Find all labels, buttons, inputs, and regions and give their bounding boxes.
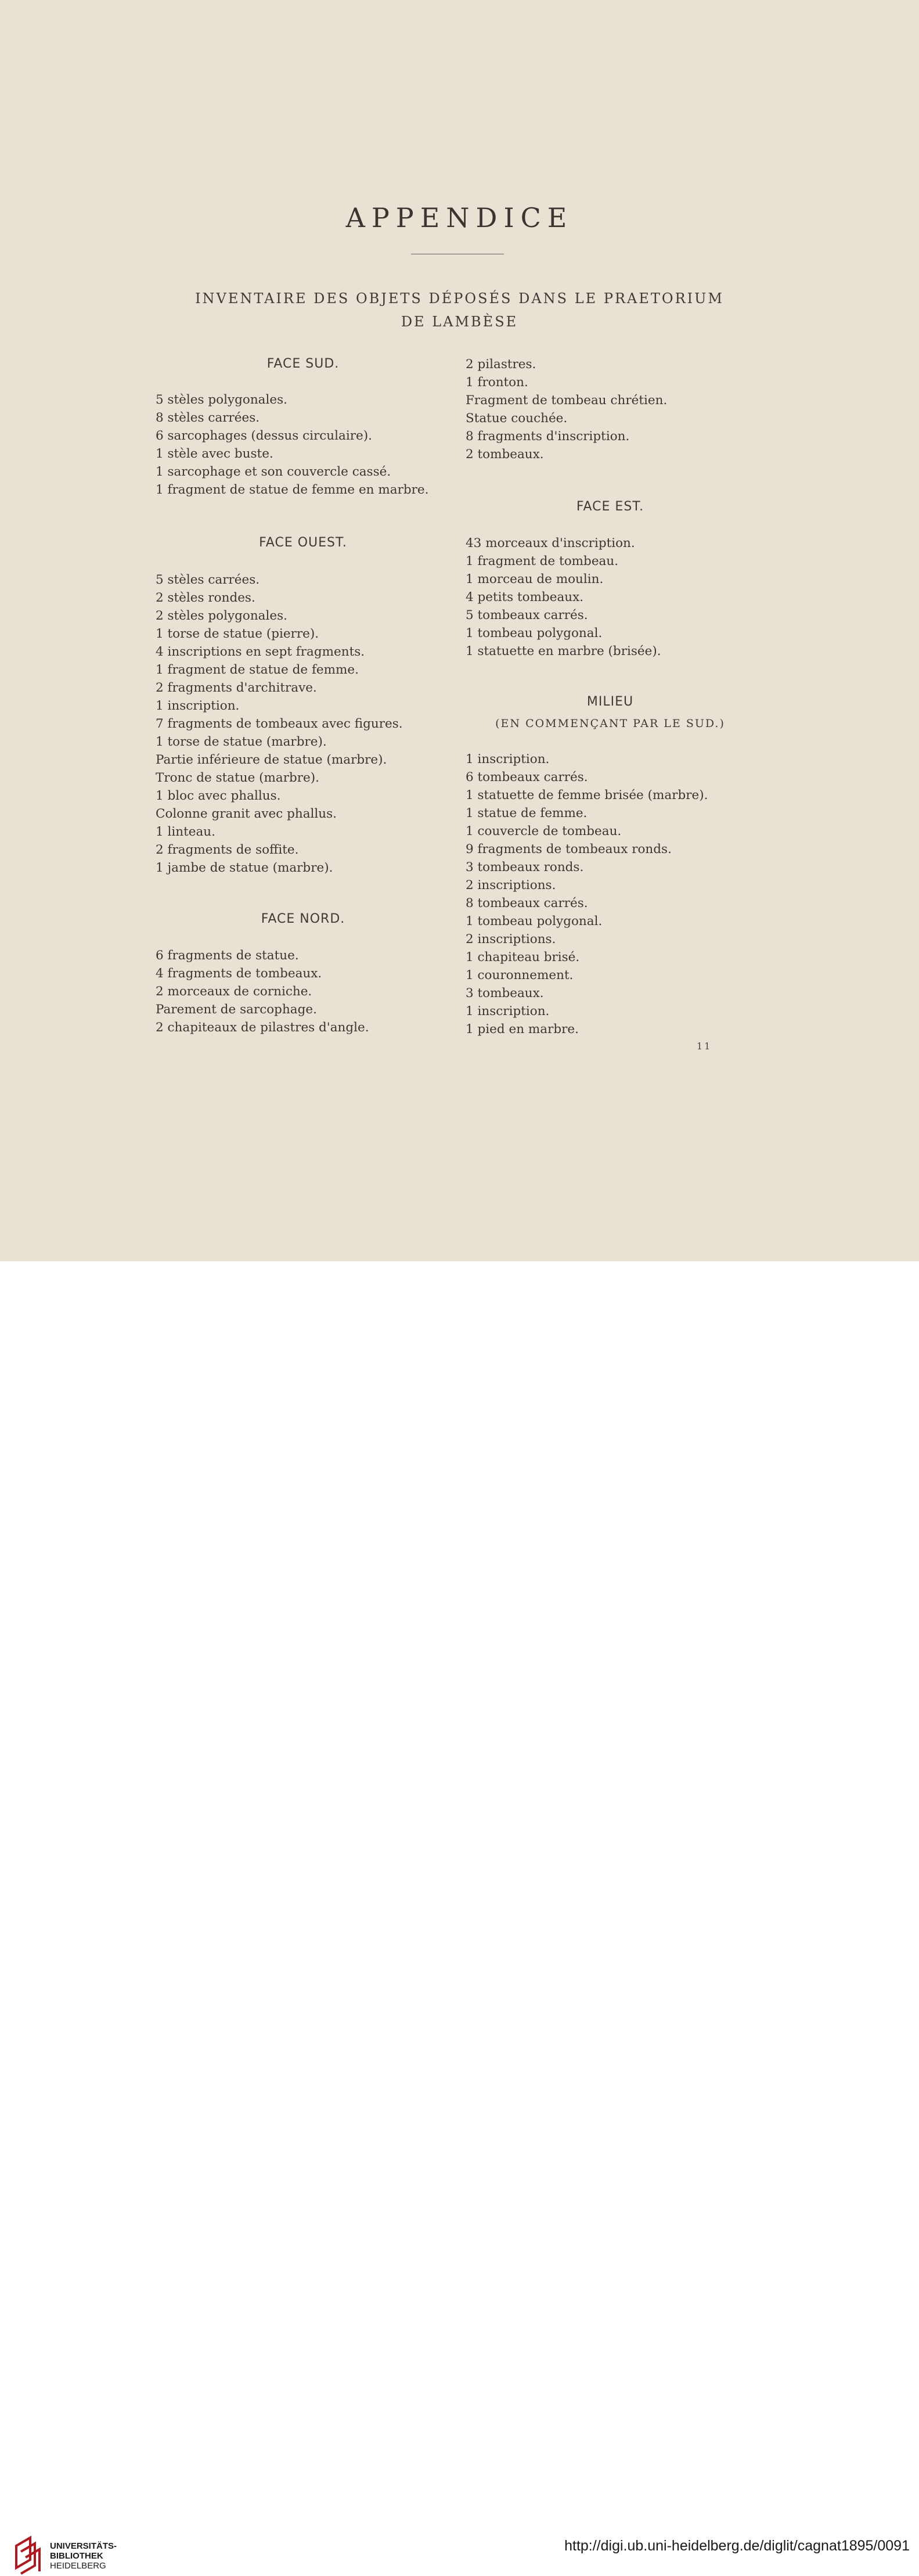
heading-milieu: MILIEU [586, 695, 634, 709]
list-item: 6 fragments de statue. [156, 948, 299, 963]
logo-line-1: UNIVERSITÄTS- [50, 2541, 117, 2551]
list-continued [466, 355, 667, 463]
list-item: Tronc de statue (marbre). [156, 771, 319, 785]
list-item: 1 fragment de statue de femme. [156, 663, 359, 677]
library-logo-text [50, 2541, 117, 2571]
list-item: 1 fronton. [466, 375, 528, 390]
list-item: 2 fragments de soffite. [156, 843, 299, 857]
list-item: 6 tombeaux carrés. [466, 770, 588, 785]
list-item: 1 stèle avec buste. [156, 447, 273, 461]
list-item: 3 tombeaux ronds. [466, 860, 584, 875]
heading-face-ouest: FACE OUEST. [259, 535, 347, 550]
list-item: Fragment de tombeau chrétien. [466, 393, 668, 408]
list-face-ouest [156, 571, 403, 877]
list-item: 1 inscription. [156, 699, 240, 713]
list-item: 4 fragments de tombeaux. [156, 966, 322, 981]
library-logo-icon [13, 2534, 42, 2576]
scanned-page [0, 0, 919, 1261]
list-item: 8 tombeaux carrés. [466, 896, 588, 911]
page-number: 11 [697, 1041, 712, 1052]
list-item: 6 sarcophages (dessus circulaire). [156, 429, 372, 443]
page-title: APPENDICE [345, 202, 574, 233]
list-item: 1 inscription. [466, 1004, 550, 1019]
list-item: 7 fragments de tombeaux avec figures. [156, 717, 403, 731]
list-item: 4 petits tombeaux. [466, 590, 584, 605]
logo-line-2: BIBLIOTHEK [50, 2551, 103, 2561]
list-item: 1 fragment de statue de femme en marbre. [156, 483, 429, 497]
list-item: 8 stèles carrées. [156, 411, 260, 425]
list-item: Statue couchée. [466, 411, 568, 426]
list-item: 1 statuette de femme brisée (marbre). [466, 788, 708, 803]
list-face-est [466, 534, 661, 660]
subtitle-line-2: DE LAMBÈSE [401, 314, 518, 330]
list-item: 1 pied en marbre. [466, 1022, 579, 1037]
list-item: 5 stèles carrées. [156, 573, 260, 587]
list-item: 3 tombeaux. [466, 986, 544, 1001]
heading-face-sud: FACE SUD. [266, 357, 340, 371]
list-item: 2 stèles rondes. [156, 591, 255, 605]
list-item: 1 bloc avec phallus. [156, 789, 281, 803]
source-url-link[interactable]: http://digi.ub.uni-heidelberg.de/diglit/cagnat1895/0091 [564, 2538, 910, 2554]
list-item: Parement de sarcophage. [156, 1002, 317, 1017]
list-item: 43 morceaux d'inscription. [466, 536, 635, 551]
subtitle-line-1: INVENTAIRE DES OBJETS DÉPOSÉS DANS LE PRAETORIUM [195, 290, 724, 307]
list-item: 2 tombeaux. [466, 447, 544, 462]
list-item: 1 chapiteau brisé. [466, 950, 580, 965]
list-item: 1 statuette en marbre (brisée). [466, 644, 661, 659]
list-item: 1 couronnement. [466, 968, 574, 983]
footer-bar [0, 1261, 919, 2571]
list-item: 1 fragment de tombeau. [466, 554, 619, 569]
list-item: 2 chapiteaux de pilastres d'angle. [156, 1020, 369, 1035]
list-item: 1 jambe de statue (marbre). [156, 861, 333, 875]
list-item: 5 stèles polygonales. [156, 393, 287, 407]
list-item: Partie inférieure de statue (marbre). [156, 753, 387, 767]
list-item: 1 inscription. [466, 752, 550, 767]
list-item: Colonne granit avec phallus. [156, 807, 337, 821]
list-item: 1 sarcophage et son couvercle cassé. [156, 465, 391, 479]
list-milieu [466, 750, 708, 1038]
list-item: 2 stèles polygonales. [156, 609, 287, 623]
list-item: 4 inscriptions en sept fragments. [156, 645, 365, 659]
heading-face-est: FACE EST. [576, 499, 644, 514]
list-item: 1 tombeau polygonal. [466, 626, 603, 641]
list-item: 1 torse de statue (marbre). [156, 735, 327, 749]
list-item: 2 inscriptions. [466, 932, 556, 947]
list-item: 2 fragments d'architrave. [156, 681, 317, 695]
list-item: 8 fragments d'inscription. [466, 429, 630, 444]
list-item: 2 pilastres. [466, 357, 536, 372]
list-item: 2 morceaux de corniche. [156, 984, 312, 999]
list-item: 5 tombeaux carrés. [466, 608, 588, 623]
list-item: 1 couvercle de tombeau. [466, 824, 622, 839]
list-item: 1 tombeau polygonal. [466, 914, 603, 929]
list-item: 2 inscriptions. [466, 878, 556, 893]
list-item: 1 statue de femme. [466, 806, 588, 821]
list-item: 1 torse de statue (pierre). [156, 627, 319, 641]
list-item: 1 morceau de moulin. [466, 572, 604, 587]
subheading-milieu: (EN COMMENÇANT PAR LE SUD.) [495, 717, 725, 730]
heading-face-nord: FACE NORD. [261, 912, 345, 926]
list-item: 9 fragments de tombeaux ronds. [466, 842, 672, 857]
list-face-sud [156, 391, 428, 499]
list-item: 1 linteau. [156, 825, 215, 839]
logo-line-3: HEIDELBERG [50, 2561, 106, 2571]
list-face-nord [156, 947, 369, 1037]
